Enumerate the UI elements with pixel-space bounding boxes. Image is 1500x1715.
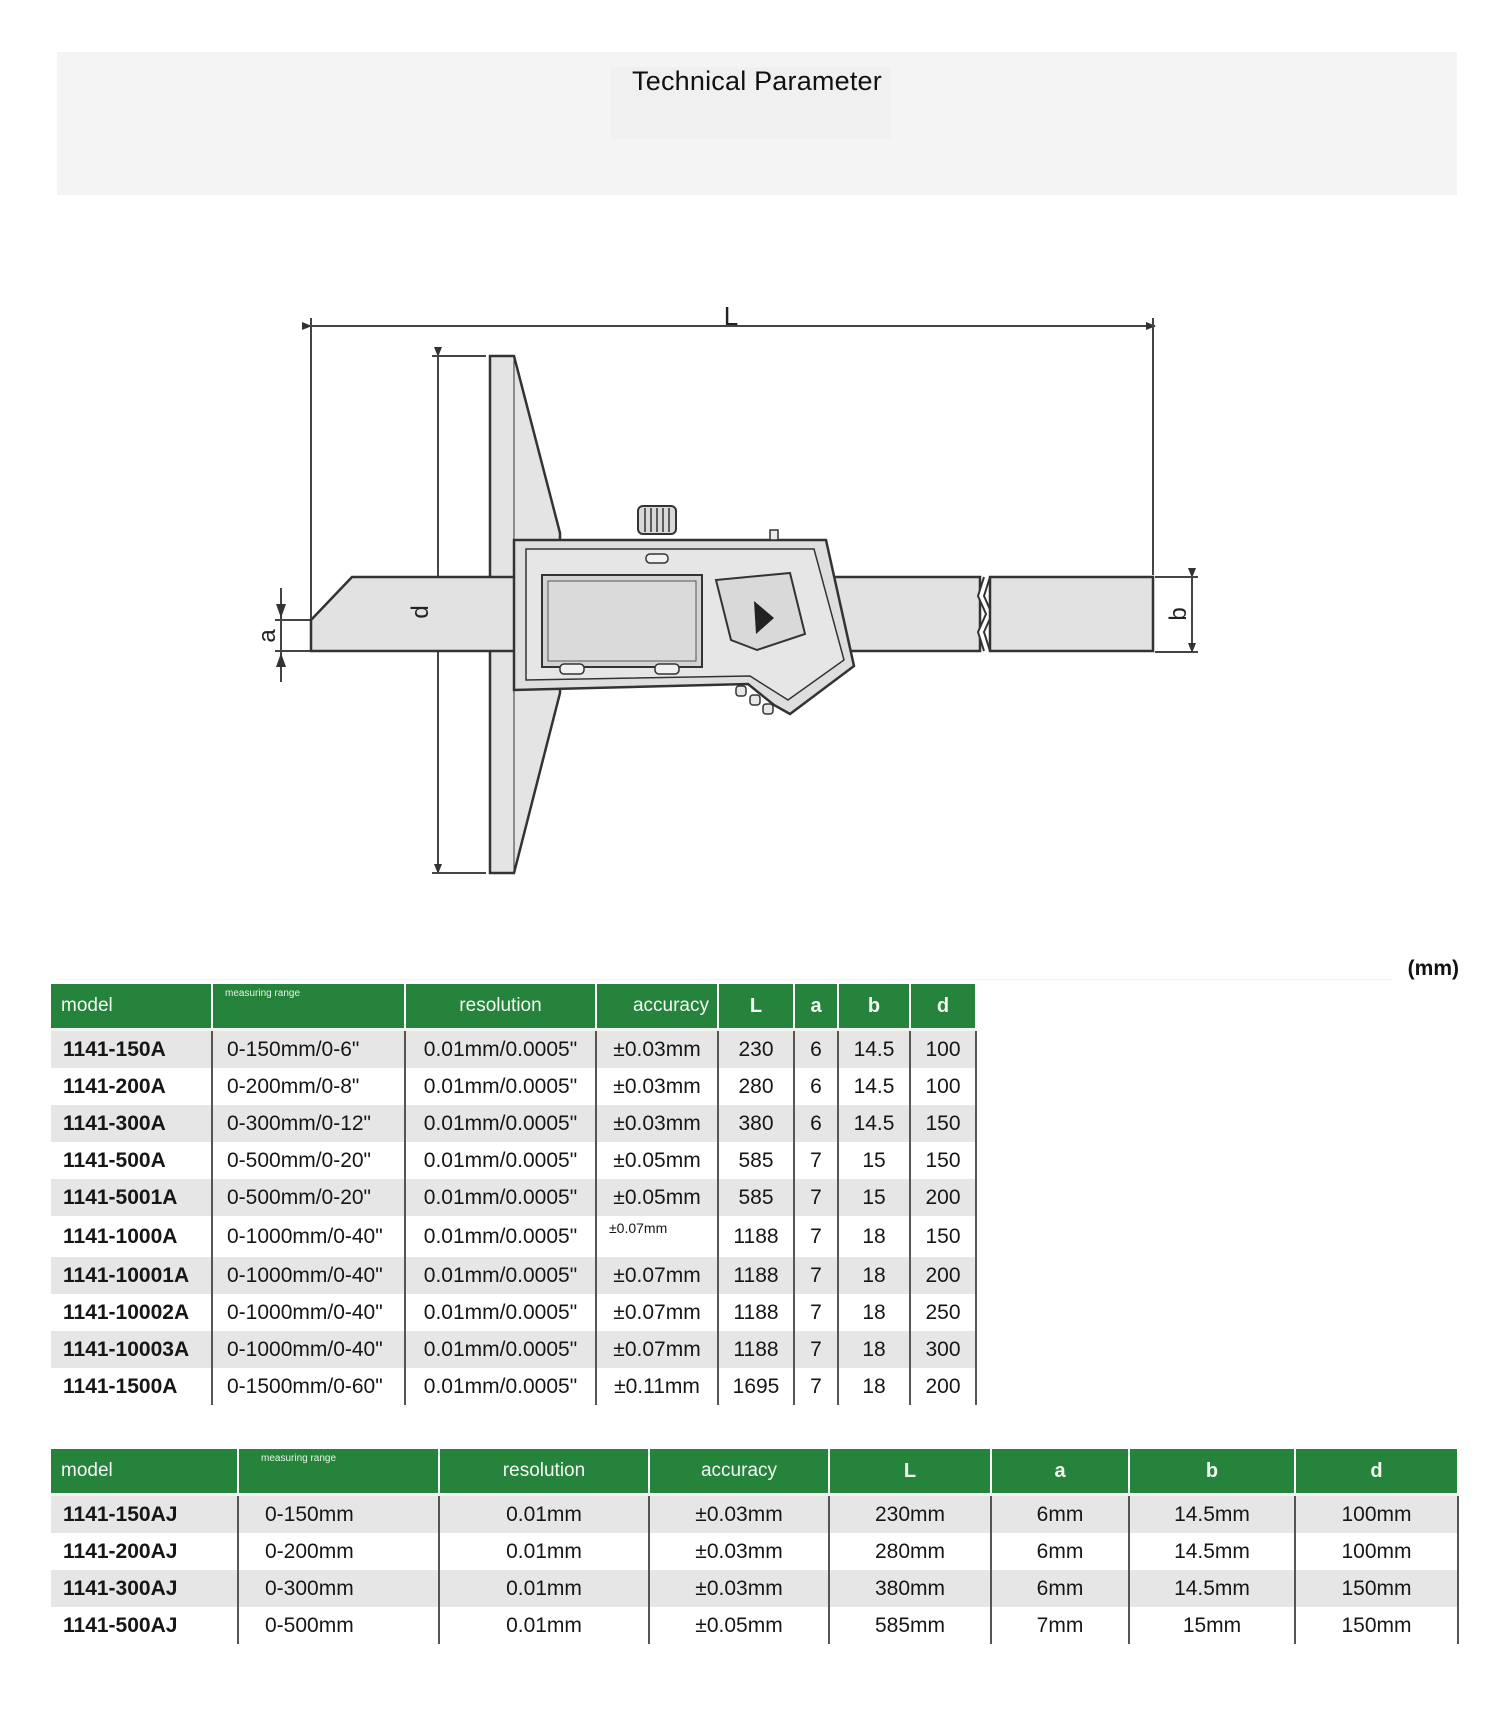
cell-range: 0-500mm/0-20" xyxy=(212,1142,405,1179)
cell-range: 0-1000mm/0-40" xyxy=(212,1216,405,1257)
table-row xyxy=(51,1105,976,1142)
cell-model: 1141-5001A xyxy=(51,1179,212,1216)
cell-range: 0-300mm xyxy=(238,1570,439,1607)
cell-accuracy: ±0.03mm xyxy=(649,1533,829,1570)
cell-L: 585 xyxy=(718,1142,794,1179)
col-header-resolution: resolution xyxy=(405,984,596,1030)
cell-d: 100mm xyxy=(1295,1495,1458,1534)
cell-model: 1141-10001A xyxy=(51,1257,212,1294)
cell-d: 150 xyxy=(910,1105,976,1142)
cell-d: 150mm xyxy=(1295,1570,1458,1607)
cell-model: 1141-10002A xyxy=(51,1294,212,1331)
cell-model: 1141-150A xyxy=(51,1030,212,1069)
cell-a: 6 xyxy=(794,1068,838,1105)
cell-resolution: 0.01mm/0.0005" xyxy=(405,1216,596,1257)
cell-model: 1141-150AJ xyxy=(51,1495,238,1534)
cell-range: 0-200mm/0-8" xyxy=(212,1068,405,1105)
cell-range: 0-1000mm/0-40" xyxy=(212,1257,405,1294)
cell-accuracy: ±0.03mm xyxy=(596,1030,718,1069)
divider xyxy=(57,979,1392,980)
cell-d: 150 xyxy=(910,1142,976,1179)
cell-b: 14.5 xyxy=(838,1068,910,1105)
col-header-L: L xyxy=(718,984,794,1030)
cell-d: 300 xyxy=(910,1331,976,1368)
cell-L: 1188 xyxy=(718,1331,794,1368)
cell-L: 280 xyxy=(718,1068,794,1105)
cell-b: 18 xyxy=(838,1368,910,1405)
cell-L: 1188 xyxy=(718,1257,794,1294)
col-header-d: d xyxy=(1295,1449,1458,1495)
table-row xyxy=(51,1142,976,1179)
label-b: b xyxy=(1165,607,1192,621)
cell-L: 380mm xyxy=(829,1570,991,1607)
cell-b: 15mm xyxy=(1129,1607,1295,1644)
cell-b: 18 xyxy=(838,1257,910,1294)
page-title: Technical Parameter xyxy=(632,66,882,96)
cell-a: 6mm xyxy=(991,1533,1129,1570)
cell-d: 150 xyxy=(910,1216,976,1257)
cell-range: 0-150mm/0-6" xyxy=(212,1030,405,1069)
cell-b: 14.5 xyxy=(838,1030,910,1069)
cell-a: 7 xyxy=(794,1331,838,1368)
cell-b: 15 xyxy=(838,1142,910,1179)
cell-accuracy: ±0.05mm xyxy=(596,1179,718,1216)
cell-model: 1141-500A xyxy=(51,1142,212,1179)
label-d: d xyxy=(407,605,434,619)
cell-L: 230 xyxy=(718,1030,794,1069)
table-row xyxy=(51,1216,976,1257)
col-header-a: a xyxy=(794,984,838,1030)
table-row xyxy=(51,1068,976,1105)
cell-model: 1141-500AJ xyxy=(51,1607,238,1644)
cell-model: 1141-200AJ xyxy=(51,1533,238,1570)
cell-b: 15 xyxy=(838,1179,910,1216)
cell-d: 150mm xyxy=(1295,1607,1458,1644)
col-header-d: d xyxy=(910,984,976,1030)
cell-a: 6mm xyxy=(991,1570,1129,1607)
cell-resolution: 0.01mm xyxy=(439,1570,649,1607)
cell-model: 1141-300A xyxy=(51,1105,212,1142)
cell-range: 0-300mm/0-12" xyxy=(212,1105,405,1142)
caliper-beam-end xyxy=(990,577,1153,651)
cell-d: 100 xyxy=(910,1068,976,1105)
col-header-model: model xyxy=(51,984,212,1030)
cell-range: 0-1000mm/0-40" xyxy=(212,1294,405,1331)
cell-b: 14.5 xyxy=(838,1105,910,1142)
cell-accuracy: ±0.03mm xyxy=(649,1570,829,1607)
table-row xyxy=(51,1030,976,1069)
cell-range: 0-200mm xyxy=(238,1533,439,1570)
cell-L: 585 xyxy=(718,1179,794,1216)
cell-range: 0-500mm xyxy=(238,1607,439,1644)
spec-table-imperial xyxy=(51,984,977,1405)
cell-resolution: 0.01mm xyxy=(439,1533,649,1570)
cell-accuracy: ±0.11mm xyxy=(596,1368,718,1405)
table-row xyxy=(51,1331,976,1368)
table-row xyxy=(51,1495,1458,1534)
table-row xyxy=(51,1607,1458,1644)
cell-L: 230mm xyxy=(829,1495,991,1534)
col-header-b: b xyxy=(838,984,910,1030)
cell-resolution: 0.01mm xyxy=(439,1495,649,1534)
cell-model: 1141-300AJ xyxy=(51,1570,238,1607)
cell-resolution: 0.01mm/0.0005" xyxy=(405,1142,596,1179)
button-right xyxy=(655,664,679,674)
cell-a: 6 xyxy=(794,1030,838,1069)
cell-model: 1141-1000A xyxy=(51,1216,212,1257)
label-a: a xyxy=(254,629,281,643)
cell-resolution: 0.01mm xyxy=(439,1607,649,1644)
cell-b: 18 xyxy=(838,1331,910,1368)
cell-resolution: 0.01mm/0.0005" xyxy=(405,1068,596,1105)
cell-b: 14.5mm xyxy=(1129,1570,1295,1607)
unit-label: (mm) xyxy=(1407,957,1459,980)
col-header-model: model xyxy=(51,1449,238,1495)
col-header-range: measuring range xyxy=(212,984,405,1030)
cell-b: 14.5mm xyxy=(1129,1533,1295,1570)
cell-d: 200 xyxy=(910,1257,976,1294)
cell-range: 0-1000mm/0-40" xyxy=(212,1331,405,1368)
cell-d: 100mm xyxy=(1295,1533,1458,1570)
col-header-resolution: resolution xyxy=(439,1449,649,1495)
cell-L: 280mm xyxy=(829,1533,991,1570)
table-row xyxy=(51,1179,976,1216)
cell-accuracy: ±0.03mm xyxy=(596,1105,718,1142)
cell-L: 380 xyxy=(718,1105,794,1142)
table-row xyxy=(51,1294,976,1331)
spec-table-metric xyxy=(51,1449,1459,1644)
cell-a: 7mm xyxy=(991,1607,1129,1644)
col-header-range: measuring range xyxy=(238,1449,439,1495)
cell-resolution: 0.01mm/0.0005" xyxy=(405,1331,596,1368)
col-header-L: L xyxy=(829,1449,991,1495)
cell-a: 6 xyxy=(794,1105,838,1142)
cell-accuracy: ±0.05mm xyxy=(649,1607,829,1644)
cell-range: 0-1500mm/0-60" xyxy=(212,1368,405,1405)
table-row xyxy=(51,1257,976,1294)
cell-a: 7 xyxy=(794,1179,838,1216)
cell-L: 1695 xyxy=(718,1368,794,1405)
cell-range: 0-150mm xyxy=(238,1495,439,1534)
table-header-row xyxy=(51,984,976,1030)
cell-a: 7 xyxy=(794,1257,838,1294)
cell-L: 585mm xyxy=(829,1607,991,1644)
cell-accuracy: ±0.07mm xyxy=(596,1294,718,1331)
cell-model: 1141-200A xyxy=(51,1068,212,1105)
cell-d: 200 xyxy=(910,1368,976,1405)
cell-accuracy: ±0.05mm xyxy=(596,1142,718,1179)
col-header-accuracy: accuracy xyxy=(596,984,718,1030)
cell-resolution: 0.01mm/0.0005" xyxy=(405,1368,596,1405)
cell-b: 18 xyxy=(838,1294,910,1331)
cell-resolution: 0.01mm/0.0005" xyxy=(405,1030,596,1069)
cell-accuracy: ±0.07mm xyxy=(596,1257,718,1294)
cell-L: 1188 xyxy=(718,1294,794,1331)
cell-b: 14.5mm xyxy=(1129,1495,1295,1534)
label-L: L xyxy=(723,301,739,331)
cell-a: 7 xyxy=(794,1368,838,1405)
table-row xyxy=(51,1570,1458,1607)
cell-accuracy: ±0.03mm xyxy=(596,1068,718,1105)
button-left xyxy=(560,664,584,674)
cell-model: 1141-1500A xyxy=(51,1368,212,1405)
cell-a: 6mm xyxy=(991,1495,1129,1534)
cell-accuracy: ±0.07mm xyxy=(596,1216,718,1257)
col-header-a: a xyxy=(991,1449,1129,1495)
cell-d: 250 xyxy=(910,1294,976,1331)
cell-a: 7 xyxy=(794,1142,838,1179)
cell-a: 7 xyxy=(794,1294,838,1331)
cell-range: 0-500mm/0-20" xyxy=(212,1179,405,1216)
cell-L: 1188 xyxy=(718,1216,794,1257)
cell-model: 1141-10003A xyxy=(51,1331,212,1368)
cell-resolution: 0.01mm/0.0005" xyxy=(405,1257,596,1294)
table-row xyxy=(51,1368,976,1405)
cell-d: 100 xyxy=(910,1030,976,1069)
cell-a: 7 xyxy=(794,1216,838,1257)
cell-resolution: 0.01mm/0.0005" xyxy=(405,1179,596,1216)
cell-accuracy: ±0.07mm xyxy=(596,1331,718,1368)
cell-resolution: 0.01mm/0.0005" xyxy=(405,1105,596,1142)
cell-d: 200 xyxy=(910,1179,976,1216)
table-row xyxy=(51,1533,1458,1570)
table-header-row xyxy=(51,1449,1458,1495)
col-header-accuracy: accuracy xyxy=(649,1449,829,1495)
cell-resolution: 0.01mm/0.0005" xyxy=(405,1294,596,1331)
cell-accuracy: ±0.03mm xyxy=(649,1495,829,1534)
cell-b: 18 xyxy=(838,1216,910,1257)
col-header-b: b xyxy=(1129,1449,1295,1495)
